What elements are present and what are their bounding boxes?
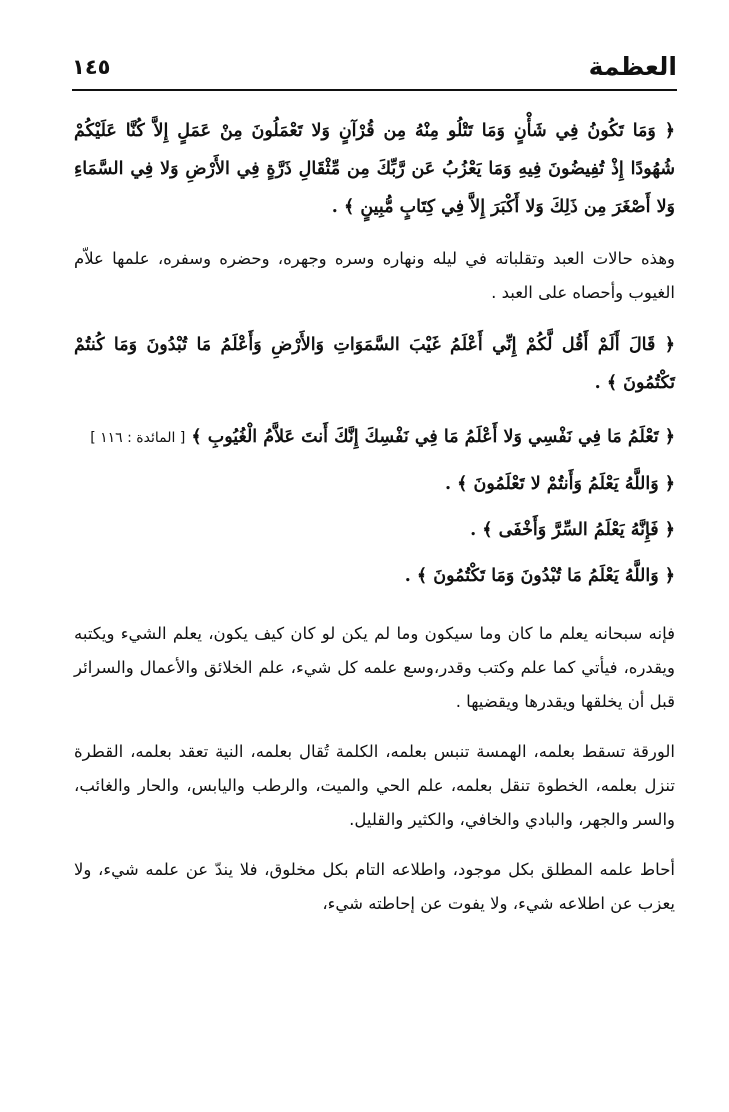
header-divider [72, 89, 677, 91]
paragraph-leaf-falls: الورقة تسقط بعلمه، الهمسة تنبس بعلمه، الكلمة تُقال بعلمه، النية تعقد بعلمه، القطرة تنزل بعلمه، الخطوة تنقل بعلمه، علم الحي والميت، والرطب واليابس، والحار والغائب، والسر والجهر، والبادي والخافي، والكثير والقليل. [74, 742, 675, 829]
paragraph-encompassing: أحاط علمه المطلق بكل موجود، واطلاعه التام بكل مخلوق، فلا يندّ عن علمه شيء، ولا يعزب عن اطلاعه شيء، ولا يفوت عن إحاطته شيء، [74, 860, 675, 913]
chapter-title: العظمة [588, 52, 677, 81]
quran-verse-yunus: ﴿ وَمَا تَكُونُ فِي شَأْنٍ وَمَا تَتْلُو مِنْهُ مِن قُرْآنٍ وَلا تَعْمَلُونَ مِنْ عَمَلٍ إِلاَّ كُنَّا عَلَيْكُمْ شُهُودًا إِذْ تُفِيضُونَ فِيهِ وَمَا يَعْزُبُ عَن رَّبِّكَ مِن مِّثْقَالِ ذَرَّةٍ فِي الأَرْضِ وَلا فِي السَّمَاءِ وَلا أَصْغَرَ مِن ذَلِكَ وَلا أَكْبَرَ إِلاَّ فِي كِتَابٍ مُّبِينٍ ﴾ . [74, 121, 675, 217]
paragraph-divine-knowledge: فإنه سبحانه يعلم ما كان وما سيكون وما لم يكن لو كان كيف يكون، يعلم الشيء ويكتبه ويقدره، فيأتي كما علم وكتب وقدر،وسع علمه كل شيء، علم الخلائق والأعمال والسرائر قبل أن يخلقها ويقدرها ويقضيها . [74, 624, 675, 711]
page-number: ١٤٥ [72, 55, 111, 79]
verse-reference: [ المائدة : ١١٦ ] [90, 430, 186, 446]
quran-verse-secret: ﴿ فَإِنَّهُ يَعْلَمُ السِّرَّ وَأَخْفَى ﴾ . [470, 520, 675, 540]
verse-text: ﴿ تَعْلَمُ مَا فِي نَفْسِي وَلا أَعْلَمُ مَا فِي نَفْسِكَ إِنَّكَ أَنتَ عَلاَّمُ الْغُيُوبِ ﴾ [191, 427, 675, 447]
verse-list [74, 418, 675, 595]
quran-verse-allah-knows: ﴿ وَاللَّهُ يَعْلَمُ وَأَنتُمْ لا تَعْلَمُونَ ﴾ . [444, 474, 675, 494]
paragraph-servant-states: وهذه حالات العبد وتقلباته في ليله ونهاره وسره وجهره، وحضره وسفره، علمها علاّم الغيوب وأحصاه على العبد . [74, 249, 675, 302]
page-header [72, 50, 677, 90]
quran-verse-maidah [74, 418, 675, 457]
quran-verse-reveal-conceal: ﴿ وَاللَّهُ يَعْلَمُ مَا تُبْدُونَ وَمَا تَكْتُمُونَ ﴾ . [404, 566, 675, 586]
quran-verse-baqarah: ﴿ قَالَ أَلَمْ أَقُل لَّكُمْ إِنِّي أَعْلَمُ غَيْبَ السَّمَوَاتِ وَالأَرْضِ وَأَعْلَمُ مَا تُبْدُونَ وَمَا كُنتُمْ تَكْتُمُونَ ﴾ . [74, 335, 675, 393]
page-body [74, 112, 675, 937]
